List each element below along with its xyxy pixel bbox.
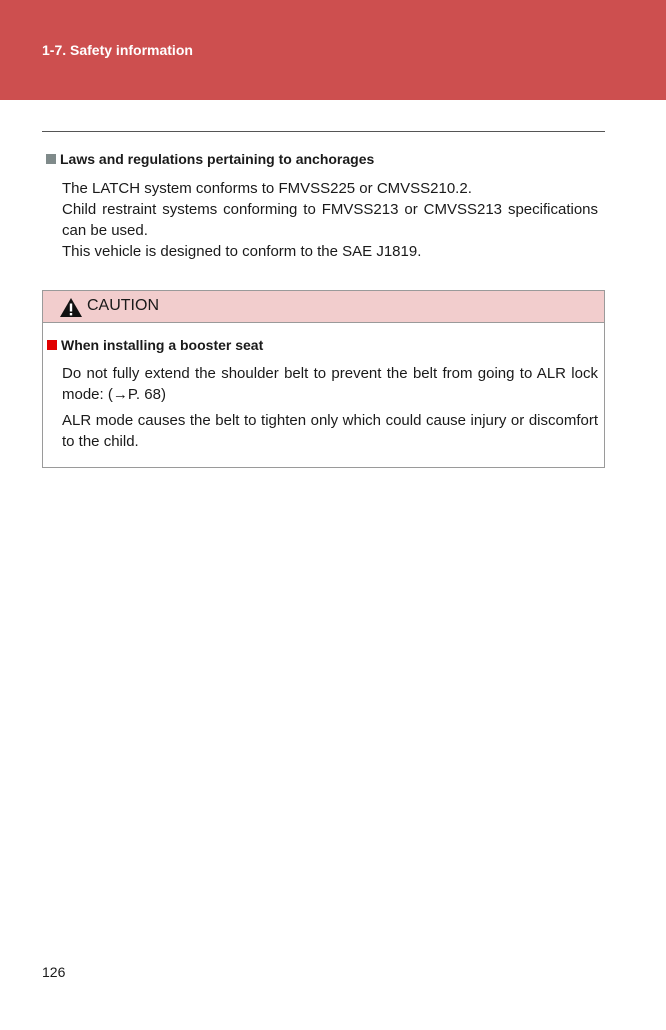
- laws-line-1: The LATCH system conforms to FMVSS225 or CMVSS210.2.: [62, 180, 472, 197]
- caution-paragraph-2: ALR mode causes the belt to tighten only which could cause injury or discomfort to the child.: [62, 412, 598, 450]
- section-title: 1-7. Safety information: [42, 42, 193, 58]
- caution-paragraph-1: Do not fully extend the shoulder belt to prevent the belt from going to ALR lock mode: (→P. 68): [62, 365, 598, 403]
- caution-title: CAUTION: [87, 297, 159, 314]
- page-number: 126: [42, 964, 66, 980]
- warning-triangle-icon: [59, 297, 83, 318]
- caution-heading: [47, 337, 607, 353]
- laws-line-2: Child restraint systems conforming to FMVSS213 or CMVSS213 specifications can be used.: [62, 201, 598, 239]
- laws-line-3: This vehicle is designed to conform to the SAE J1819.: [62, 243, 422, 260]
- laws-heading-text: Laws and regulations pertaining to anchorages: [60, 151, 375, 167]
- header-band: [0, 0, 666, 100]
- caution-heading-text: When installing a booster seat: [61, 337, 264, 353]
- laws-section-heading: [46, 151, 606, 167]
- divider: [42, 131, 605, 132]
- caution-header: [43, 291, 604, 323]
- square-bullet-icon: [46, 154, 56, 164]
- square-bullet-icon: [47, 340, 57, 350]
- caution-box: [42, 290, 605, 468]
